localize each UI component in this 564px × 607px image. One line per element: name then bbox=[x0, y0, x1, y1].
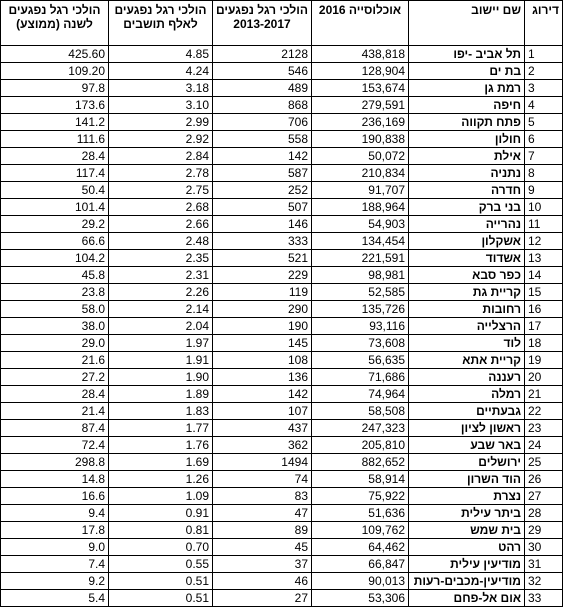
cell-total: 47 bbox=[213, 505, 312, 522]
cell-rank: 24 bbox=[525, 437, 563, 454]
cell-city: כפר סבא bbox=[409, 267, 525, 284]
cell-rank: 18 bbox=[525, 335, 563, 352]
cell-population: 438,818 bbox=[312, 46, 409, 63]
cell-population: 128,904 bbox=[312, 63, 409, 80]
table-row bbox=[1, 114, 563, 131]
cell-rank: 26 bbox=[525, 471, 563, 488]
cell-rank: 27 bbox=[525, 488, 563, 505]
cell-per-year: 38.0 bbox=[1, 318, 109, 335]
table-row bbox=[1, 301, 563, 318]
cell-population: 135,726 bbox=[312, 301, 409, 318]
cell-total: 136 bbox=[213, 369, 312, 386]
cell-per-year: 45.8 bbox=[1, 267, 109, 284]
cell-per-year: 14.8 bbox=[1, 471, 109, 488]
cell-per-year: 16.6 bbox=[1, 488, 109, 505]
cell-per-thousand: 2.99 bbox=[109, 114, 213, 131]
table-row bbox=[1, 437, 563, 454]
cell-per-thousand: 0.91 bbox=[109, 505, 213, 522]
cell-per-thousand: 2.66 bbox=[109, 216, 213, 233]
cell-total: 46 bbox=[213, 573, 312, 590]
cell-total: 290 bbox=[213, 301, 312, 318]
cell-city: ביתר עילית bbox=[409, 505, 525, 522]
cell-city: רמלה bbox=[409, 386, 525, 403]
cell-per-year: 141.2 bbox=[1, 114, 109, 131]
cell-city: ראשון לציון bbox=[409, 420, 525, 437]
cell-per-year: 29.0 bbox=[1, 335, 109, 352]
cell-city: פתח תקווה bbox=[409, 114, 525, 131]
table-row bbox=[1, 505, 563, 522]
cell-city: רמת גן bbox=[409, 80, 525, 97]
cell-city: נתניה bbox=[409, 165, 525, 182]
table-row bbox=[1, 369, 563, 386]
cell-population: 58,508 bbox=[312, 403, 409, 420]
cell-total: 74 bbox=[213, 471, 312, 488]
cell-city: חדרה bbox=[409, 182, 525, 199]
cell-per-thousand: 1.83 bbox=[109, 403, 213, 420]
cell-per-thousand: 2.92 bbox=[109, 131, 213, 148]
cell-total: 37 bbox=[213, 556, 312, 573]
table-row bbox=[1, 420, 563, 437]
cell-per-thousand: 0.51 bbox=[109, 590, 213, 607]
cell-city: קריית גת bbox=[409, 284, 525, 301]
table-row bbox=[1, 386, 563, 403]
cell-per-thousand: 2.84 bbox=[109, 148, 213, 165]
table-body bbox=[1, 46, 563, 607]
table-row bbox=[1, 335, 563, 352]
cell-total: 2128 bbox=[213, 46, 312, 63]
cell-city: רהט bbox=[409, 539, 525, 556]
cell-total: 146 bbox=[213, 216, 312, 233]
cell-per-year: 66.6 bbox=[1, 233, 109, 250]
cell-per-year: 104.2 bbox=[1, 250, 109, 267]
cell-total: 437 bbox=[213, 420, 312, 437]
cell-rank: 8 bbox=[525, 165, 563, 182]
cell-population: 134,454 bbox=[312, 233, 409, 250]
cell-total: 119 bbox=[213, 284, 312, 301]
cell-per-thousand: 2.48 bbox=[109, 233, 213, 250]
table-row bbox=[1, 284, 563, 301]
cell-per-thousand: 1.09 bbox=[109, 488, 213, 505]
cell-per-year: 5.4 bbox=[1, 590, 109, 607]
cell-population: 153,674 bbox=[312, 80, 409, 97]
cell-per-thousand: 0.81 bbox=[109, 522, 213, 539]
table-row bbox=[1, 165, 563, 182]
cell-per-thousand: 0.51 bbox=[109, 573, 213, 590]
cell-city: חולון bbox=[409, 131, 525, 148]
cell-per-year: 27.2 bbox=[1, 369, 109, 386]
cell-per-year: 298.8 bbox=[1, 454, 109, 471]
cell-per-thousand: 1.91 bbox=[109, 352, 213, 369]
cell-rank: 20 bbox=[525, 369, 563, 386]
cell-city: מודיעין-מכבים-רעות bbox=[409, 573, 525, 590]
cell-rank: 32 bbox=[525, 573, 563, 590]
cell-per-year: 28.4 bbox=[1, 386, 109, 403]
cell-population: 56,635 bbox=[312, 352, 409, 369]
cell-city: רעננה bbox=[409, 369, 525, 386]
header-city: שם יישוב bbox=[409, 1, 525, 46]
table-row bbox=[1, 97, 563, 114]
cell-population: 73,608 bbox=[312, 335, 409, 352]
cell-city: הרצלייה bbox=[409, 318, 525, 335]
cell-total: 83 bbox=[213, 488, 312, 505]
cell-population: 93,116 bbox=[312, 318, 409, 335]
cell-population: 109,762 bbox=[312, 522, 409, 539]
table-row bbox=[1, 573, 563, 590]
cell-population: 247,323 bbox=[312, 420, 409, 437]
cell-per-thousand: 1.89 bbox=[109, 386, 213, 403]
cell-city: אילת bbox=[409, 148, 525, 165]
cell-population: 54,903 bbox=[312, 216, 409, 233]
cell-per-year: 50.4 bbox=[1, 182, 109, 199]
cell-population: 75,922 bbox=[312, 488, 409, 505]
cell-rank: 33 bbox=[525, 590, 563, 607]
table-row bbox=[1, 216, 563, 233]
cell-total: 252 bbox=[213, 182, 312, 199]
cell-per-thousand: 3.18 bbox=[109, 80, 213, 97]
cell-population: 221,591 bbox=[312, 250, 409, 267]
cell-rank: 15 bbox=[525, 284, 563, 301]
table-row bbox=[1, 199, 563, 216]
table-row bbox=[1, 46, 563, 63]
cell-city: נהרייה bbox=[409, 216, 525, 233]
cell-city: ירושלים bbox=[409, 454, 525, 471]
cell-per-thousand: 1.77 bbox=[109, 420, 213, 437]
cell-population: 210,834 bbox=[312, 165, 409, 182]
cell-per-year: 21.6 bbox=[1, 352, 109, 369]
cell-per-year: 72.4 bbox=[1, 437, 109, 454]
cell-city: הוד השרון bbox=[409, 471, 525, 488]
cell-per-year: 109.20 bbox=[1, 63, 109, 80]
cell-per-year: 9.2 bbox=[1, 573, 109, 590]
cell-city: קריית אתא bbox=[409, 352, 525, 369]
cell-city: נצרת bbox=[409, 488, 525, 505]
cell-per-thousand: 1.69 bbox=[109, 454, 213, 471]
cell-city: אשקלון bbox=[409, 233, 525, 250]
cell-city: בני ברק bbox=[409, 199, 525, 216]
cell-per-year: 9.4 bbox=[1, 505, 109, 522]
cell-population: 53,306 bbox=[312, 590, 409, 607]
cell-rank: 22 bbox=[525, 403, 563, 420]
cell-per-thousand: 2.35 bbox=[109, 250, 213, 267]
cell-rank: 29 bbox=[525, 522, 563, 539]
cell-population: 236,169 bbox=[312, 114, 409, 131]
cell-city: באר שבע bbox=[409, 437, 525, 454]
cell-rank: 10 bbox=[525, 199, 563, 216]
cell-rank: 17 bbox=[525, 318, 563, 335]
cell-total: 558 bbox=[213, 131, 312, 148]
cell-per-year: 101.4 bbox=[1, 199, 109, 216]
cell-total: 145 bbox=[213, 335, 312, 352]
cell-per-thousand: 2.31 bbox=[109, 267, 213, 284]
cell-per-year: 173.6 bbox=[1, 97, 109, 114]
cell-total: 107 bbox=[213, 403, 312, 420]
cell-population: 52,585 bbox=[312, 284, 409, 301]
cell-total: 489 bbox=[213, 80, 312, 97]
cell-per-thousand: 2.26 bbox=[109, 284, 213, 301]
cell-per-year: 111.6 bbox=[1, 131, 109, 148]
cell-per-year: 29.2 bbox=[1, 216, 109, 233]
cell-per-thousand: 0.55 bbox=[109, 556, 213, 573]
cell-city: אשדוד bbox=[409, 250, 525, 267]
cell-rank: 6 bbox=[525, 131, 563, 148]
cell-per-thousand: 4.24 bbox=[109, 63, 213, 80]
cell-per-year: 23.8 bbox=[1, 284, 109, 301]
cell-total: 229 bbox=[213, 267, 312, 284]
cell-population: 882,652 bbox=[312, 454, 409, 471]
table-row bbox=[1, 267, 563, 284]
cell-total: 108 bbox=[213, 352, 312, 369]
cell-rank: 12 bbox=[525, 233, 563, 250]
cell-per-thousand: 2.14 bbox=[109, 301, 213, 318]
cell-per-thousand: 1.90 bbox=[109, 369, 213, 386]
cell-rank: 28 bbox=[525, 505, 563, 522]
header-row bbox=[1, 1, 563, 46]
cell-total: 706 bbox=[213, 114, 312, 131]
table-row bbox=[1, 590, 563, 607]
cell-per-year: 17.8 bbox=[1, 522, 109, 539]
cell-total: 507 bbox=[213, 199, 312, 216]
cell-rank: 19 bbox=[525, 352, 563, 369]
cell-per-year: 58.0 bbox=[1, 301, 109, 318]
cell-rank: 4 bbox=[525, 97, 563, 114]
table-row bbox=[1, 233, 563, 250]
cell-rank: 21 bbox=[525, 386, 563, 403]
cell-population: 91,707 bbox=[312, 182, 409, 199]
cell-rank: 11 bbox=[525, 216, 563, 233]
table-row bbox=[1, 352, 563, 369]
cell-rank: 14 bbox=[525, 267, 563, 284]
table-row bbox=[1, 148, 563, 165]
cell-rank: 31 bbox=[525, 556, 563, 573]
cell-per-thousand: 1.97 bbox=[109, 335, 213, 352]
table-row bbox=[1, 539, 563, 556]
cell-rank: 5 bbox=[525, 114, 563, 131]
cell-rank: 9 bbox=[525, 182, 563, 199]
cell-population: 51,636 bbox=[312, 505, 409, 522]
cell-per-year: 28.4 bbox=[1, 148, 109, 165]
cell-total: 89 bbox=[213, 522, 312, 539]
header-population: אוכלוסייה 2016 bbox=[312, 1, 409, 46]
header-per-thousand: הולכי רגל נפגעים לאלף תושבים bbox=[109, 1, 213, 46]
cell-population: 188,964 bbox=[312, 199, 409, 216]
header-rank: דירוג bbox=[525, 1, 563, 46]
table-row bbox=[1, 488, 563, 505]
cell-rank: 7 bbox=[525, 148, 563, 165]
table-row bbox=[1, 250, 563, 267]
cell-city: אום אל-פחם bbox=[409, 590, 525, 607]
cell-per-thousand: 2.75 bbox=[109, 182, 213, 199]
table-row bbox=[1, 454, 563, 471]
cell-total: 521 bbox=[213, 250, 312, 267]
cell-per-thousand: 2.78 bbox=[109, 165, 213, 182]
cell-total: 362 bbox=[213, 437, 312, 454]
table-row bbox=[1, 556, 563, 573]
header-total: הולכי רגל נפגעים 2013-2017 bbox=[213, 1, 312, 46]
cell-per-thousand: 2.04 bbox=[109, 318, 213, 335]
table-row bbox=[1, 522, 563, 539]
cell-population: 90,013 bbox=[312, 573, 409, 590]
cell-per-year: 21.4 bbox=[1, 403, 109, 420]
header-per-year: הולכי רגל נפגעים לשנה (ממוצע) bbox=[1, 1, 109, 46]
cell-total: 587 bbox=[213, 165, 312, 182]
cell-city: רחובות bbox=[409, 301, 525, 318]
table-row bbox=[1, 80, 563, 97]
cell-population: 190,838 bbox=[312, 131, 409, 148]
cell-total: 333 bbox=[213, 233, 312, 250]
cell-total: 27 bbox=[213, 590, 312, 607]
cell-per-thousand: 0.70 bbox=[109, 539, 213, 556]
cell-per-thousand: 3.10 bbox=[109, 97, 213, 114]
cell-population: 66,847 bbox=[312, 556, 409, 573]
cell-rank: 16 bbox=[525, 301, 563, 318]
cell-rank: 1 bbox=[525, 46, 563, 63]
cell-per-year: 9.0 bbox=[1, 539, 109, 556]
cell-per-thousand: 1.76 bbox=[109, 437, 213, 454]
cell-per-year: 87.4 bbox=[1, 420, 109, 437]
table-row bbox=[1, 403, 563, 420]
cell-population: 71,686 bbox=[312, 369, 409, 386]
cell-rank: 13 bbox=[525, 250, 563, 267]
cell-city: גבעתיים bbox=[409, 403, 525, 420]
table-row bbox=[1, 131, 563, 148]
cell-rank: 2 bbox=[525, 63, 563, 80]
cell-city: בית שמש bbox=[409, 522, 525, 539]
cell-population: 58,914 bbox=[312, 471, 409, 488]
cell-total: 45 bbox=[213, 539, 312, 556]
cell-city: חיפה bbox=[409, 97, 525, 114]
cell-rank: 23 bbox=[525, 420, 563, 437]
cell-population: 74,964 bbox=[312, 386, 409, 403]
cell-per-year: 117.4 bbox=[1, 165, 109, 182]
cell-per-year: 425.60 bbox=[1, 46, 109, 63]
cell-population: 50,072 bbox=[312, 148, 409, 165]
cell-per-thousand: 4.85 bbox=[109, 46, 213, 63]
cell-rank: 3 bbox=[525, 80, 563, 97]
cell-population: 205,810 bbox=[312, 437, 409, 454]
cell-total: 142 bbox=[213, 386, 312, 403]
cell-per-year: 97.8 bbox=[1, 80, 109, 97]
cell-rank: 30 bbox=[525, 539, 563, 556]
cell-per-thousand: 1.26 bbox=[109, 471, 213, 488]
cell-per-year: 7.4 bbox=[1, 556, 109, 573]
cell-city: לוד bbox=[409, 335, 525, 352]
table-row bbox=[1, 182, 563, 199]
cell-city: תל אביב -יפו bbox=[409, 46, 525, 63]
cell-total: 142 bbox=[213, 148, 312, 165]
cell-total: 1494 bbox=[213, 454, 312, 471]
cell-total: 868 bbox=[213, 97, 312, 114]
cell-city: מודיעין עילית bbox=[409, 556, 525, 573]
table-row bbox=[1, 318, 563, 335]
cell-population: 98,981 bbox=[312, 267, 409, 284]
cell-city: בת ים bbox=[409, 63, 525, 80]
cell-total: 190 bbox=[213, 318, 312, 335]
cell-population: 279,591 bbox=[312, 97, 409, 114]
cell-total: 546 bbox=[213, 63, 312, 80]
cell-per-thousand: 2.68 bbox=[109, 199, 213, 216]
cell-rank: 25 bbox=[525, 454, 563, 471]
table-row bbox=[1, 63, 563, 80]
table-row bbox=[1, 471, 563, 488]
cell-population: 64,462 bbox=[312, 539, 409, 556]
